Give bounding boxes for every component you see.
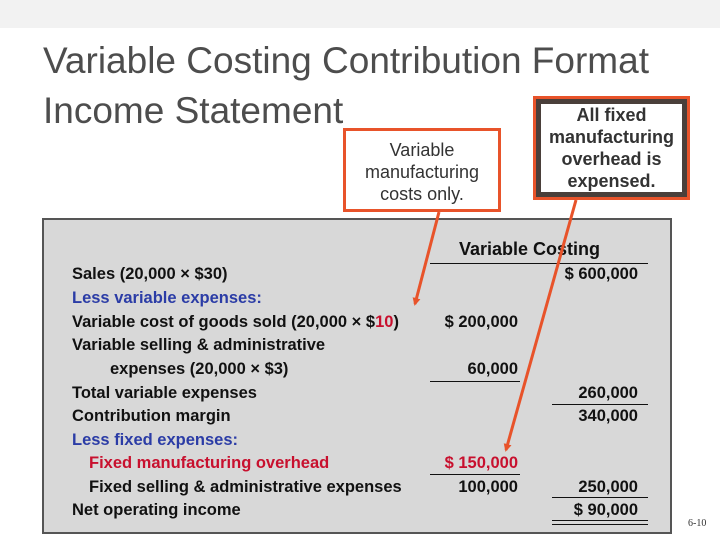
row-fixed-selling-amount: 100,000 xyxy=(428,477,518,497)
title-line-2: Income Statement xyxy=(43,90,344,131)
row-total-variable-label: Total variable expenses xyxy=(72,384,257,402)
callout-fixed-line-2: manufacturing xyxy=(548,127,674,147)
callout-variable-line-3: costs only. xyxy=(380,184,464,204)
arrow-to-var-cogs xyxy=(415,212,439,304)
row-sales-total: $ 600,000 xyxy=(564,265,638,283)
row-var-selling-label-2: expenses (20,000 × $3) xyxy=(110,360,289,378)
callout-fixed-line-3: overhead is xyxy=(561,149,662,169)
row-net-income-label: Net operating income xyxy=(72,501,241,519)
row-contribution-total: 340,000 xyxy=(578,407,638,425)
row-fixed-moh-amount: $ 150,000 xyxy=(444,454,518,472)
row-net-income-total: $ 90,000 xyxy=(573,501,638,519)
row-sales-label: Sales (20,000 × $30) xyxy=(72,265,228,283)
callout-variable-line-1: Variable xyxy=(389,140,455,160)
row-var-selling-amount: 60,000 xyxy=(467,360,518,378)
row-fixed-selling-total: 250,000 xyxy=(578,478,638,496)
column-header: Variable Costing xyxy=(459,239,601,259)
row-less-fixed-label: Less fixed expenses: xyxy=(72,431,238,449)
row-contribution-label: Contribution margin xyxy=(72,407,231,425)
callout-fixed-line-4: expensed. xyxy=(567,171,656,191)
row-var-cogs-amount: $ 200,000 xyxy=(444,313,518,331)
var-cogs-prefix: Variable cost of goods sold (20,000 × $ xyxy=(72,313,376,331)
arrow-to-fixed-moh xyxy=(506,200,576,450)
callout-variable-line-2: manufacturing xyxy=(364,162,480,182)
row-var-selling-label-1: Variable selling & administrative xyxy=(72,336,326,354)
slide-number: 6-10 xyxy=(688,518,707,529)
var-cogs-suffix: ) xyxy=(393,313,399,331)
row-less-variable-label: Less variable expenses: xyxy=(72,289,262,307)
callout-fixed-line-1: All fixed xyxy=(576,105,647,125)
title-line-1: Variable Costing Contribution Format xyxy=(43,40,649,81)
var-cogs-highlight: 10 xyxy=(375,313,394,331)
row-fixed-moh-label: Fixed manufacturing overhead xyxy=(89,454,330,472)
row-total-variable-total: 260,000 xyxy=(578,384,638,402)
row-fixed-selling-label: Fixed selling & administrative expenses xyxy=(89,478,402,496)
